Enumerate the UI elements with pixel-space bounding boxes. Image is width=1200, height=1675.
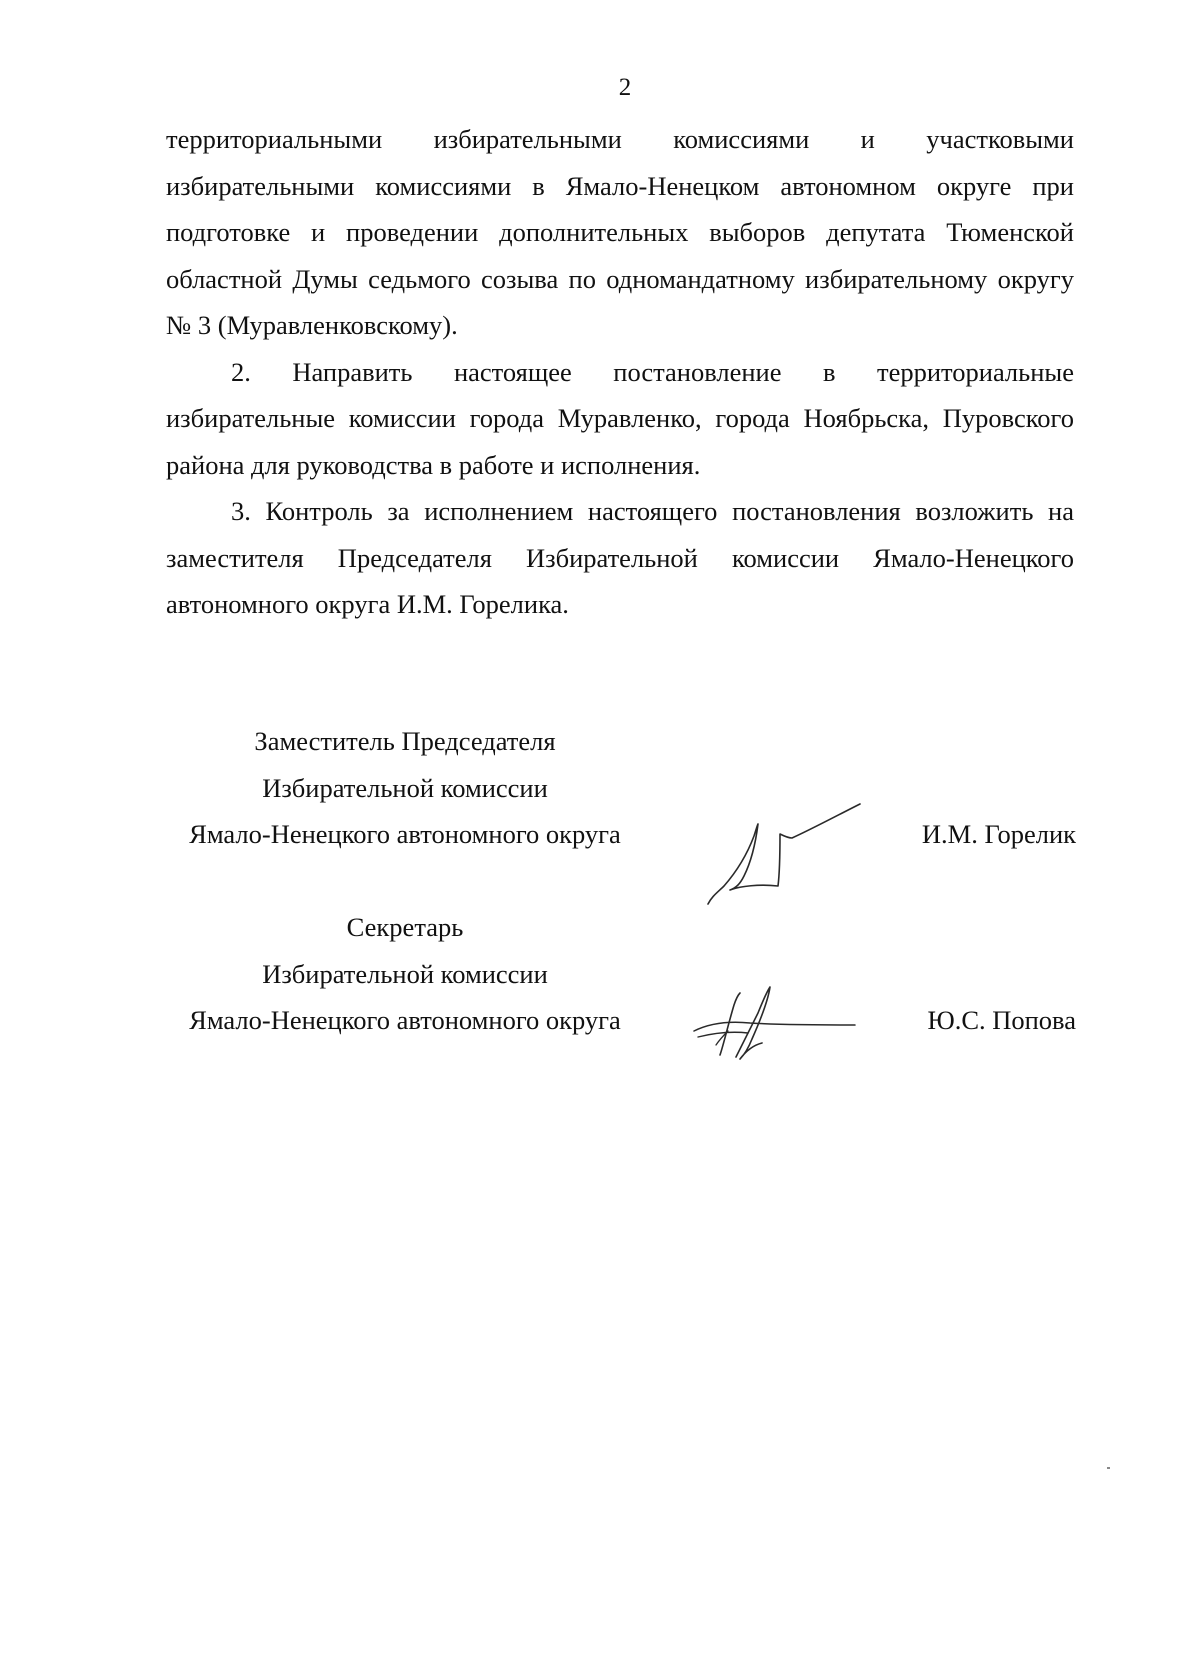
signatory-name: И.М. Горелик bbox=[921, 819, 1076, 849]
signatory-title-line: Ямало-Ненецкого автономного округа bbox=[189, 1005, 621, 1035]
document-body bbox=[166, 116, 1074, 628]
signatory-name: Ю.С. Попова bbox=[927, 1005, 1076, 1035]
paragraph-line: областной Думы седьмого созыва по одномандатному избирательному округу bbox=[166, 263, 1074, 294]
paragraph-1 bbox=[166, 116, 1074, 349]
handwritten-signature-1 bbox=[700, 800, 870, 910]
paragraph-2 bbox=[166, 349, 1074, 489]
handwritten-signature-2 bbox=[690, 985, 860, 1065]
paragraph-line: избирательные комиссии города Муравленко, города Ноябрьска, Пуровского bbox=[166, 403, 1074, 433]
paragraph-line: заместителя Председателя Избирательной комиссии Ямало-Ненецкого bbox=[166, 542, 1074, 573]
paragraph-line: подготовке и проведении дополнительных выборов депутата Тюменской bbox=[166, 217, 1074, 247]
paragraph-line: № 3 (Муравленковскому). bbox=[166, 310, 458, 340]
signatory-title-line: Избирательной комиссии bbox=[262, 772, 548, 803]
signatory-title bbox=[160, 718, 650, 858]
signatory-title-line: Секретарь bbox=[346, 912, 464, 942]
page-number: 2 bbox=[618, 74, 632, 101]
paragraph-line: избирательными комиссиями в Ямало-Ненецком автономном округе при bbox=[166, 170, 1074, 201]
signatory-title bbox=[160, 904, 650, 1044]
signatory-title-line: Ямало-Ненецкого автономного округа bbox=[189, 819, 621, 849]
paragraph-line: автономного округа И.М. Горелика. bbox=[166, 589, 569, 619]
paragraph-line: 2. Направить настоящее постановление в территориальные bbox=[231, 356, 1074, 387]
paragraph-line: 3. Контроль за исполнением настоящего постановления возложить на bbox=[231, 496, 1074, 526]
paragraph-line: территориальными избирательными комиссиями и участковыми bbox=[166, 124, 1074, 154]
signatory-title-line: Избирательной комиссии bbox=[262, 958, 548, 989]
signatory-title-line: Заместитель Председателя bbox=[254, 726, 556, 756]
paragraph-3 bbox=[166, 488, 1074, 628]
scan-speck bbox=[1107, 1467, 1110, 1469]
paragraph-line: района для руководства в работе и исполнения. bbox=[166, 449, 701, 480]
